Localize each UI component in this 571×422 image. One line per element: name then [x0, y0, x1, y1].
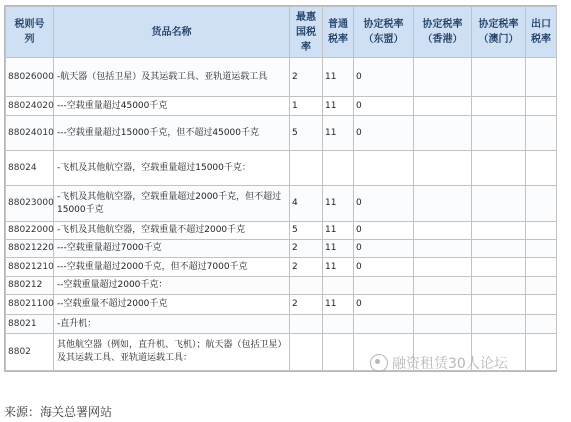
cell-hk	[414, 222, 472, 240]
cell-asean: 0	[354, 186, 414, 222]
table-row	[6, 151, 557, 186]
source-caption: 来源：海关总署网站	[4, 405, 113, 419]
cell-export	[526, 186, 557, 222]
header-mfn-line: 率	[301, 41, 311, 53]
cell-export	[526, 240, 557, 258]
cell-mfn: 2	[290, 295, 323, 315]
cell-mfn: 1	[290, 97, 323, 116]
cell-macau	[472, 116, 526, 151]
cell-hk	[414, 240, 472, 258]
table-row	[6, 116, 557, 151]
cell-export	[526, 334, 557, 371]
cell-asean	[354, 315, 414, 334]
cell-macau	[472, 315, 526, 334]
cell-code: 88023000	[6, 186, 54, 222]
cell-export	[526, 116, 557, 151]
header-general-line: 普通	[328, 19, 348, 30]
cell-name: -飞机及其他航空器，空载重量超过2000千克，但不超过15000千克	[54, 186, 290, 222]
cell-export	[526, 295, 557, 315]
header-macau-line: 协定税率	[478, 19, 519, 30]
table-row	[6, 240, 557, 258]
header-asean	[354, 7, 414, 58]
cell-export	[526, 58, 557, 97]
cell-code: 8802	[6, 334, 54, 371]
header-asean-line: 协定税率	[363, 19, 404, 30]
table-row	[6, 186, 557, 222]
cell-asean: 0	[354, 240, 414, 258]
cell-mfn	[290, 315, 323, 334]
cell-macau	[472, 295, 526, 315]
table-row	[6, 295, 557, 315]
cell-general	[323, 315, 354, 334]
cell-name: 其他航空器（例如，直升机、飞机）；航天器（包括卫星）及其运载工具、亚轨道运载工具：	[54, 334, 290, 371]
cell-export	[526, 222, 557, 240]
header-asean-line: （东盟）	[363, 34, 404, 45]
cell-name: -飞机及其他航空器，空载重量不超过2000千克	[54, 222, 290, 240]
cell-code: 88022000	[6, 222, 54, 240]
cell-code: 88026000	[6, 58, 54, 97]
cell-hk	[414, 186, 472, 222]
cell-mfn: 2	[290, 240, 323, 258]
cell-general	[323, 334, 354, 371]
cell-general: 11	[323, 97, 354, 116]
header-row	[6, 7, 557, 58]
header-code-line: 税则号	[14, 19, 45, 30]
cell-export	[526, 277, 557, 295]
header-export-line: 出口	[531, 19, 551, 30]
header-mfn-line: 国税	[296, 26, 316, 38]
cell-export	[526, 151, 557, 186]
cell-mfn: 4	[290, 186, 323, 222]
table-row	[6, 258, 557, 277]
cell-asean	[354, 277, 414, 295]
cell-name: ---空载重量超过7000千克	[54, 240, 290, 258]
cell-asean: 0	[354, 295, 414, 315]
cell-asean	[354, 151, 414, 186]
table-row	[6, 97, 557, 116]
header-mfn-line: 最惠	[296, 11, 316, 23]
cell-macau	[472, 258, 526, 277]
watermark	[370, 353, 508, 373]
cell-name: ---空载重量超过2000千克，但不超过7000千克	[54, 258, 290, 277]
tariff-table-container	[4, 5, 557, 372]
cell-asean: 0	[354, 258, 414, 277]
cell-macau	[472, 151, 526, 186]
header-name-line: 货品名称	[151, 26, 192, 38]
header-macau	[472, 7, 526, 58]
cell-hk	[414, 58, 472, 97]
header-hk	[414, 7, 472, 58]
header-mfn	[290, 7, 323, 58]
cell-export	[526, 97, 557, 116]
cell-general: 11	[323, 58, 354, 97]
cell-asean: 0	[354, 97, 414, 116]
cell-code: 88021	[6, 315, 54, 334]
cell-code: 88021220	[6, 240, 54, 258]
cell-general: 11	[323, 186, 354, 222]
cell-code: 880212	[6, 277, 54, 295]
cell-macau	[472, 58, 526, 97]
cell-name: ---空载重量超过15000千克，但不超过45000千克	[54, 116, 290, 151]
cell-name: -直升机：	[54, 315, 290, 334]
cell-macau	[472, 186, 526, 222]
cell-mfn	[290, 151, 323, 186]
cell-code: 88021100	[6, 295, 54, 315]
cell-general: 11	[323, 240, 354, 258]
header-code	[6, 7, 54, 58]
table-row	[6, 222, 557, 240]
cell-asean: 0	[354, 116, 414, 151]
cell-general: 11	[323, 116, 354, 151]
cell-asean: 0	[354, 58, 414, 97]
tariff-table	[5, 6, 557, 371]
header-macau-line: （澳门）	[478, 34, 519, 45]
cell-code: 88024010	[6, 116, 54, 151]
cell-name: -航天器（包括卫星）及其运载工具、亚轨道运载工具	[54, 58, 290, 97]
cell-mfn	[290, 277, 323, 295]
cell-name: -飞机及其他航空器，空载重量超过15000千克：	[54, 151, 290, 186]
cell-macau	[472, 97, 526, 116]
cell-general: 11	[323, 222, 354, 240]
cell-name: --空载重量不超过2000千克	[54, 295, 290, 315]
cell-code: 88021210	[6, 258, 54, 277]
cell-macau	[472, 240, 526, 258]
cell-hk	[414, 151, 472, 186]
cell-code: 88024020	[6, 97, 54, 116]
cell-general	[323, 151, 354, 186]
table-row	[6, 58, 557, 97]
cell-hk	[414, 97, 472, 116]
cell-export	[526, 258, 557, 277]
cell-mfn: 2	[290, 58, 323, 97]
table-row	[6, 315, 557, 334]
header-export-line: 税率	[531, 34, 551, 45]
cell-hk	[414, 277, 472, 295]
cell-asean: 0	[354, 222, 414, 240]
header-hk-line: （香港）	[422, 34, 463, 45]
cell-hk	[414, 315, 472, 334]
cell-mfn: 5	[290, 222, 323, 240]
table-body	[6, 58, 557, 371]
header-general-line: 税率	[328, 34, 348, 45]
header-export	[526, 7, 557, 58]
cell-name: ---空载重量超过45000千克	[54, 97, 290, 116]
cell-hk	[414, 258, 472, 277]
cell-export	[526, 315, 557, 334]
cell-macau	[472, 277, 526, 295]
cell-name: --空载重量超过2000千克：	[54, 277, 290, 295]
header-name	[54, 7, 290, 58]
header-code-line: 列	[24, 34, 35, 45]
cell-general: 11	[323, 295, 354, 315]
cell-general: 11	[323, 258, 354, 277]
header-general	[323, 7, 354, 58]
cell-mfn	[290, 334, 323, 371]
cell-hk	[414, 295, 472, 315]
cell-code: 88024	[6, 151, 54, 186]
cell-mfn: 5	[290, 116, 323, 151]
forum-logo-icon	[370, 354, 388, 372]
cell-general	[323, 277, 354, 295]
cell-macau	[472, 222, 526, 240]
table-row	[6, 277, 557, 295]
header-hk-line: 协定税率	[422, 19, 463, 30]
cell-mfn: 2	[290, 258, 323, 277]
watermark-text: 融资租赁30人论坛	[392, 356, 508, 372]
cell-hk	[414, 116, 472, 151]
